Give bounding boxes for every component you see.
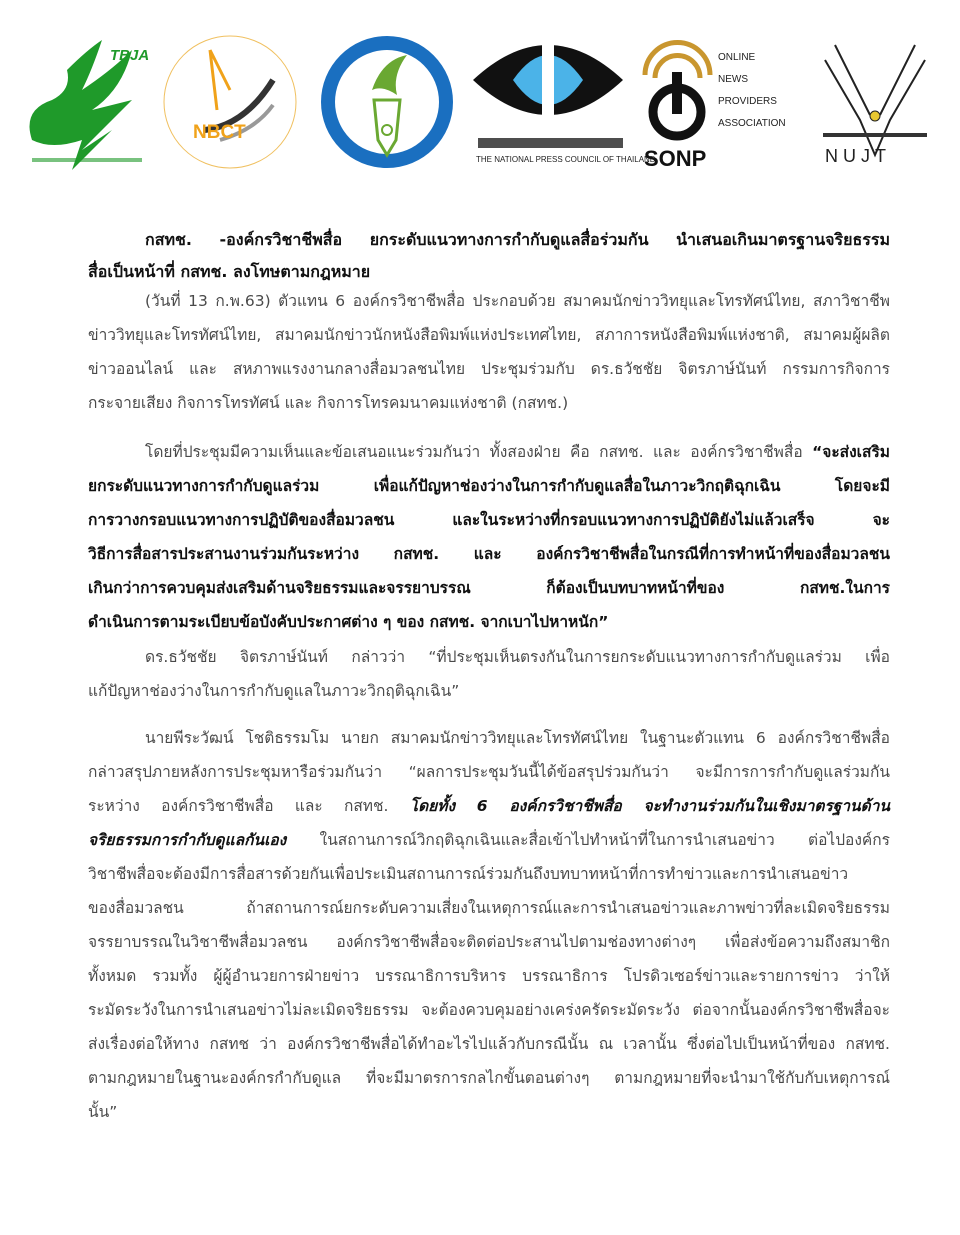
tbja-logo <box>12 30 152 175</box>
body-text: ของสื่อมวลชน ถ้าสถานการณ์ยกระดับความเสี่ยงในเหตุการณ์และการนำเสนอข่าวและภาพข่าวที่ละเมิดจริยธรรม <box>88 899 890 917</box>
text-line <box>88 1061 890 1095</box>
logo-banner <box>0 30 960 180</box>
bold-text: เกินกว่าการควบคุมส่งเสริมด้านจริยธรรมและจรรยาบรรณ ก็ต้องเป็นบทบาทหน้าที่ของ กสทช.ในการ <box>88 579 890 597</box>
text-line <box>88 386 890 420</box>
nbct-logo <box>155 30 305 175</box>
emphasis-text: จริยธรรมการกำกับดูแลกันเอง <box>88 831 287 849</box>
body-text: (วันที่ 13 ก.พ.63) ตัวแทน 6 องค์กรวิชาชีพสื่อ ประกอบด้วย สมาคมนักข่าววิทยุและโทรทัศน์ไทย, สภาวิชาชีพ <box>145 292 890 310</box>
text-line <box>88 959 890 993</box>
svg-text:PROVIDERS: PROVIDERS <box>718 96 777 107</box>
bold-text: ดำเนินการตามระเบียบข้อบังคับประกาศต่าง ๆ ของ กสทช. จากเบาไปหาหนัก” <box>88 613 609 631</box>
svg-text:NUJT: NUJT <box>825 146 891 166</box>
svg-text:THE NATIONAL PRESS COUNCIL OF: THE NATIONAL PRESS COUNCIL OF THAILAND <box>476 155 656 164</box>
body-text: นั้น” <box>88 1103 118 1121</box>
bold-text: กสทช. -องค์กรวิชาชีพสื่อ ยกระดับแนวทางการกำกับดูแลสื่อร่วมกัน นำเสนอเกินมาตรฐานจริยธรรม <box>145 230 890 249</box>
text-line <box>88 537 890 571</box>
sonp-logo <box>640 30 800 175</box>
tja-logo <box>312 30 462 175</box>
paragraph-nbtc-quote <box>88 640 890 708</box>
bold-text: การวางกรอบแนวทางการปฏิบัติของสื่อมวลชน และในระหว่างที่กรอบแนวทางการปฏิบัติยังไม่แล้วเสร็จ จะ <box>88 511 890 529</box>
text-line <box>88 224 890 256</box>
text-line <box>88 891 890 925</box>
text-line <box>88 469 890 503</box>
nujt-logo <box>815 30 935 175</box>
text-line <box>88 435 890 469</box>
body-text: จรรยาบรรณในวิชาชีพสื่อมวลชน องค์กรวิชาชีพสื่อจะติดต่อประสานไปตามช่องทางต่างๆ เพื่อส่งข้อความถึงสมาชิก <box>88 933 890 951</box>
svg-text:SONP: SONP <box>644 146 707 171</box>
svg-text:NBCT: NBCT <box>193 122 246 143</box>
text-line <box>88 503 890 537</box>
text-line <box>88 721 890 755</box>
text-line <box>88 1027 890 1061</box>
text-line <box>88 993 890 1027</box>
body-text: กระจายเสียง กิจการโทรทัศน์ และ กิจการโทรคมนาคมแห่งชาติ (กสทช.) <box>88 394 569 412</box>
body-text: นายพีระวัฒน์ โชติธรรมโม นายก สมาคมนักข่าววิทยุและโทรทัศน์ไทย ในฐานะตัวแทน 6 องค์กรวิชาชีพสื่อ <box>145 729 890 747</box>
body-text: ตามกฎหมายในฐานะองค์กรกำกับดูแล ที่จะมีมาตรการกลไกขั้นตอนต่างๆ ตามกฎหมายที่จะนำมาใช้กับกับเหตุการณ์ <box>88 1069 890 1087</box>
body-text: ระหว่าง องค์กรวิชาชีพสื่อ และ กสทช. <box>88 797 410 815</box>
text-line <box>88 755 890 789</box>
headline <box>88 224 890 288</box>
svg-text:NEWS: NEWS <box>718 74 748 85</box>
bold-text: ยกระดับแนวทางการกำกับดูแลร่วม เพื่อแก้ปัญหาช่องว่างในการกำกับดูแลสื่อในภาวะวิกฤติฉุกเฉิน โดยจะมี <box>88 477 890 495</box>
text-line <box>88 605 890 639</box>
bold-text: สื่อเป็นหน้าที่ กสทช. ลงโทษตามกฎหมาย <box>88 262 371 281</box>
text-line <box>88 789 890 823</box>
text-line <box>88 674 890 708</box>
body-text: ข่าววิทยุและโทรทัศน์ไทย, สมาคมนักข่าวนักหนังสือพิมพ์แห่งประเทศไทย, สภาการหนังสือพิมพ์แห่งชาติ, สมาคมผู้ผลิต <box>88 326 890 344</box>
body-text: กล่าวสรุปภายหลังการประชุมหารือร่วมกันว่า “ผลการประชุมวันนี้ได้ข้อสรุปร่วมกันว่า จะมีการการกำกับดูแลร่วมกัน <box>88 763 890 781</box>
body-text: วิชาชีพสื่อจะต้องมีการสื่อสารด้วยกันเพื่อประเมินสถานการณ์ร่วมกันถึงบทบาทหน้าที่การทำข่าวและการนำเสนอข่าว <box>88 865 849 883</box>
text-line <box>88 640 890 674</box>
body-text: ดร.ธวัชชัย จิตรภาษ์นันท์ กล่าวว่า “ที่ประชุมเห็นตรงกันในการยกระดับแนวทางการกำกับดูแลร่วม เพื่อ <box>145 648 890 666</box>
emphasis-text: โดยทั้ง 6 องค์กรวิชาชีพสื่อ จะทำงานร่วมกันในเชิงมาตรฐานด้าน <box>409 797 891 815</box>
paragraph-association-summary <box>88 721 890 1129</box>
text-line <box>88 284 890 318</box>
svg-text:TBJA: TBJA <box>110 47 150 64</box>
text-line <box>88 857 890 891</box>
paragraph-joint-proposal <box>88 435 890 639</box>
svg-text:ASSOCIATION: ASSOCIATION <box>718 118 786 129</box>
body-text: ทั้งหมด รวมทั้ง ผู้ผู้อำนวยการฝ่ายข่าว บรรณาธิการบริหาร บรรณาธิการ โปรดิวเซอร์ข่าวและรายการข่าว ว่าให้ <box>88 967 890 985</box>
body-text: โดยที่ประชุมมีความเห็นและข้อเสนอแนะร่วมกันว่า ทั้งสองฝ่าย คือ กสทช. และ องค์กรวิชาชีพสื่อ <box>145 443 813 461</box>
text-line <box>88 352 890 386</box>
body-text: ในสถานการณ์วิกฤติฉุกเฉินและสื่อเข้าไปทำหน้าที่ในการนำเสนอข่าว ต่อไปองค์กร <box>286 831 890 849</box>
body-text: แก้ปัญหาช่องว่างในการกำกับดูแลในภาวะวิกฤติฉุกเฉิน” <box>88 682 460 700</box>
text-line <box>88 1095 890 1129</box>
paragraph-meeting-intro <box>88 284 890 420</box>
body-text: ส่งเรื่องต่อให้ทาง กสทช ว่า องค์กรวิชาชีพสื่อได้ทำอะไรไปแล้วกับกรณีนั้น ณ เวลานั้น ซึ่งต่อไปเป็นหน้าที่ของ กสทช. <box>88 1035 890 1053</box>
bold-text: “จะส่งเสริม <box>812 443 890 461</box>
text-line <box>88 318 890 352</box>
svg-text:ONLINE: ONLINE <box>718 52 756 63</box>
bold-text: วิธีการสื่อสารประสานงานร่วมกันระหว่าง กสทช. และ องค์กรวิชาชีพสื่อในกรณีที่การทำหน้าที่ของสื่อมวลชน <box>88 545 890 563</box>
body-text: ระมัดระวังในการนำเสนอข่าวไม่ละเมิดจริยธรรม จะต้องควบคุมอย่างเคร่งครัดระมัดระวัง ต่อจากนั้นองค์กรวิชาชีพสื่อจะ <box>88 1001 890 1019</box>
text-line <box>88 571 890 605</box>
npct-logo <box>468 30 656 175</box>
text-line <box>88 925 890 959</box>
text-line <box>88 823 890 857</box>
body-text: ข่าวออนไลน์ และ สหภาพแรงงานกลางสื่อมวลชนไทย ประชุมร่วมกับ ดร.ธวัชชัย จิตรภาษ์นันท์ กรรมการกิจการ <box>88 360 890 378</box>
